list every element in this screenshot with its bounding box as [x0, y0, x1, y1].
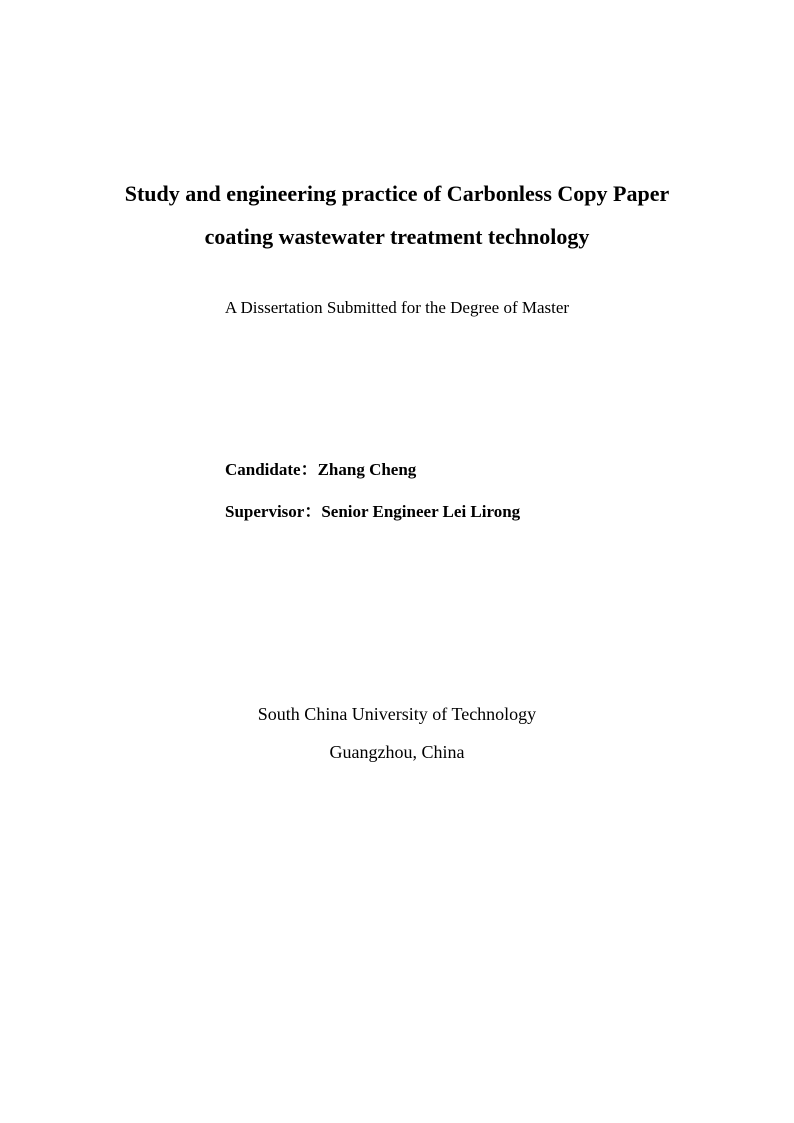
supervisor-line [225, 501, 520, 523]
university-location: Guangzhou, China [329, 742, 465, 762]
supervisor-label: Supervisor： [225, 502, 322, 521]
thesis-title-line-2: coating wastewater treatment technology [204, 224, 590, 249]
candidate-line [225, 459, 416, 481]
candidate-label: Candidate： [225, 460, 318, 479]
candidate-name: Zhang Cheng [317, 460, 417, 479]
degree-subtitle: A Dissertation Submitted for the Degree of Master [224, 298, 570, 317]
thesis-title-line-1: Study and engineering practice of Carbonless Copy Paper [124, 181, 670, 206]
university-name: South China University of Technology [257, 704, 537, 724]
supervisor-name: Senior Engineer Lei Lirong [321, 502, 521, 521]
